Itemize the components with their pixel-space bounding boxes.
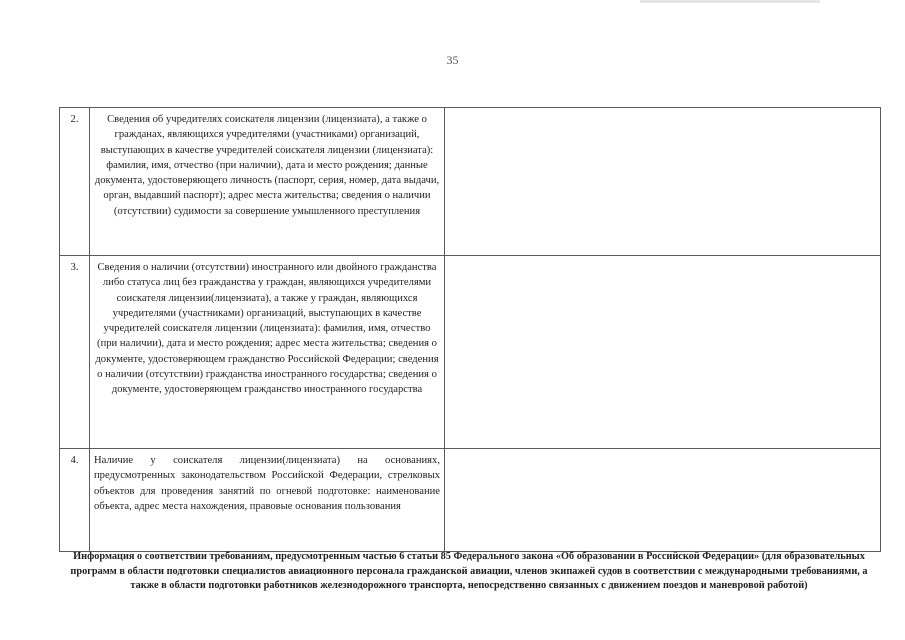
- scan-edge-mark: [640, 0, 820, 3]
- section-heading: Информация о соответствии требованиям, предусмотренным частью 6 статьи 85 Федерального закона «Об образовании в Российской Федерации» (для образовательных программ в области подготовки специалистов авиационного персонала гражданской авиации, членов экипажей судов в соответствии с международными требованиями, а также в области подготовки работников железнодорожного транспорта, непосредственно связанных с движением поездов и маневровой работой): [70, 551, 868, 592]
- table-row: [60, 108, 881, 256]
- row-answer-cell: [445, 108, 881, 256]
- table-row: [60, 256, 881, 449]
- row-description: Сведения о наличии (отсутствии) иностранного или двойного гражданства либо статуса лиц без гражданства у граждан, являющихся учредителями соискателя лицензии(лицензиата), а также у граждан, являющихся учредителями (участниками) организаций, выступающих в качестве учредителей соискателя лицензии (лицензиата): фамилия, имя, отчество (при наличии), дата и место рождения; адрес места жительства; сведения о документе, удостоверяющем гражданство Российской Федерации; сведения о наличии (отсутствии) гражданства иностранного государства; сведения о документе, удостоверяющем гражданство иностранного государства: [90, 256, 445, 449]
- table-row: [60, 449, 881, 552]
- requirements-table: [59, 107, 881, 552]
- page-number: 35: [446, 53, 459, 67]
- row-description: Сведения об учредителях соискателя лицензии (лицензиата), а также о гражданах, являющихся учредителями (участниками) организаций, выступающих в качестве учредителей соискателя лицензии (лицензиата): фамилия, имя, отчество (при наличии), дата и место рождения; данные документа, удостоверяющего личность (паспорт, серия, номер, дата выдачи, орган, выдавший паспорт); адрес места жительства; сведения о наличии (отсутствии) судимости за совершение умышленного преступления: [90, 108, 445, 256]
- row-number: 3.: [60, 256, 90, 449]
- row-number: 2.: [60, 108, 90, 256]
- row-answer-cell: [445, 449, 881, 552]
- row-number: 4.: [60, 449, 90, 552]
- row-description: Наличие у соискателя лицензии(лицензиата) на основаниях, предусмотренных законодательством Российской Федерации, стрелковых объектов для проведения занятий по огневой подготовке: наименование объекта, адрес места нахождения, правовые основания пользования: [90, 449, 445, 552]
- row-answer-cell: [445, 256, 881, 449]
